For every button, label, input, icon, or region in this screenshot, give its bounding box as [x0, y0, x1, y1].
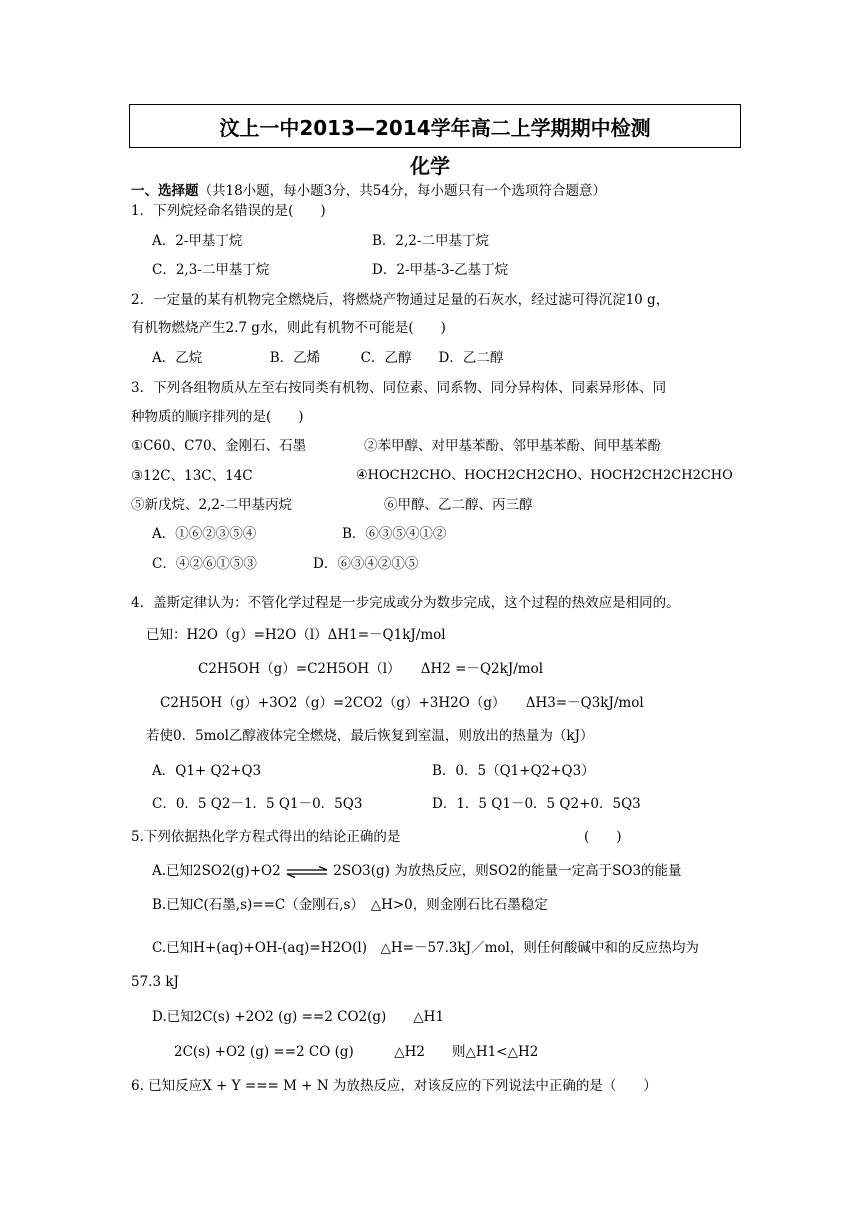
q5-option-a-right: 2SO3(g) 为放热反应，则SO2的能量一定高于SO3的能量 [333, 863, 682, 879]
q5-stem: 5.下列依据热化学方程式得出的结论正确的是 [131, 829, 401, 845]
q1-stem: 1．下列烷烃命名错误的是( ) [131, 203, 326, 219]
exam-title: 汶上一中2013—2014学年高二上学期期中检测 [219, 115, 651, 140]
q4-option-d: D．1．5 Q1－0．5 Q2+0．5Q3 [432, 796, 641, 812]
q4-stem: 4．盖斯定律认为：不管化学过程是一步完成或分为数步完成，这个过程的热效应是相同的。 [131, 595, 680, 611]
q4-option-b: B．0．5（Q1+Q2+Q3） [432, 763, 595, 779]
q4-question: 若使0．5mol乙醇液体完全燃烧，最后恢复到室温，则放出的热量为（kJ） [146, 728, 594, 744]
q5-option-c-line1: C.已知H+(aq)+OH-(aq)=H2O(l) △H=－57.3kJ／mol，则任何酸碱中和的反应热均为 [152, 940, 699, 956]
exam-title-box [129, 104, 741, 148]
q1-option-b: B．2,2-二甲基丁烷 [372, 233, 489, 249]
q3-group-3: ③12C、13C、14C [131, 468, 253, 484]
q3-group-5: ⑤新戊烷、2,2-二甲基丙烷 [131, 497, 293, 513]
q3-option-b: B．⑥③⑤④①② [342, 526, 447, 542]
q2-options: A．乙烷 B．乙烯 C．乙醇 D．乙二醇 [152, 350, 504, 366]
q5-option-d-line1: D.已知2C(s) +2O2 (g) ==2 CO2(g) △H1 [152, 1009, 445, 1025]
q3-option-a: A．①⑥②③⑤④ [152, 526, 257, 542]
q3-group-2: ②苯甲醇、对甲基苯酚、邻甲基苯酚、间甲基苯酚 [364, 438, 661, 454]
q3-option-d: D．⑥③④②①⑤ [313, 556, 419, 572]
q5-option-a [152, 862, 682, 880]
subject-heading: 化学 [410, 154, 450, 178]
q3-stem-1: 3．下列各组物质从左至右按同类有机物、同位素、同系物、同分异构体、同素异形体、同 [131, 380, 667, 396]
q4-option-a: A．Q1+ Q2+Q3 [152, 763, 262, 779]
section-heading-line [131, 182, 606, 200]
reversible-arrow-icon [285, 866, 329, 878]
q4-eq3: C2H5OH（g）+3O2（g）=2CO2（g）+3H2O（g） ΔH3=－Q3kJ/mol [160, 695, 644, 711]
q5-option-b: B.已知C(石墨,s)==C（金刚石,s） △H>0，则金刚石比石墨稳定 [152, 897, 548, 913]
q3-group-6: ⑥甲醇、乙二醇、丙三醇 [384, 497, 533, 513]
q4-eq2: C2H5OH（g）=C2H5OH（l） ΔH2 =－Q2kJ/mol [198, 661, 544, 677]
q4-option-c: C．0．5 Q2－1．5 Q1－0．5Q3 [152, 796, 363, 812]
section-heading: 一、选择题 [131, 183, 199, 199]
q3-group-4: ④HOCH2CHO、HOCH2CH2CHO、HOCH2CH2CH2CHO [356, 468, 733, 483]
q5-option-d-line2: 2C(s) +O2 (g) ==2 CO (g) △H2 则△H1<△H2 [174, 1044, 539, 1060]
q3-group-1: ①C60、C70、金刚石、石墨 [131, 438, 307, 454]
q5-option-a-left: A.已知2SO2(g)+O2 [152, 863, 281, 879]
q4-known-eq1: 已知：H2O（g）=H2O（l）ΔH1=－Q1kJ/mol [146, 627, 446, 643]
q1-option-a: A．2-甲基丁烷 [152, 233, 243, 249]
q5-option-c-line2: 57.3 kJ [131, 974, 179, 990]
q2-stem-1: 2．一定量的某有机物完全燃烧后，将燃烧产物通过足量的石灰水，经过滤可得沉淀10 g， [131, 292, 670, 308]
q6-stem: 6. 已知反应X + Y === M + N 为放热反应，对该反应的下列说法中正确的是（ ） [131, 1078, 657, 1094]
q1-option-c: C．2,3-二甲基丁烷 [152, 262, 270, 278]
section-note: （共18小题，每小题3分，共54分，每小题只有一个选项符合题意） [198, 183, 606, 199]
q5-answer-paren: ( ) [584, 829, 622, 845]
q3-stem-2: 种物质的顺序排列的是( ) [131, 409, 304, 425]
q3-option-c: C．④②⑥①⑤③ [152, 556, 257, 572]
q1-option-d: D．2-甲基-3-乙基丁烷 [372, 262, 509, 278]
q2-stem-2: 有机物燃烧产生2.7 g水，则此有机物不可能是( ) [131, 320, 446, 336]
